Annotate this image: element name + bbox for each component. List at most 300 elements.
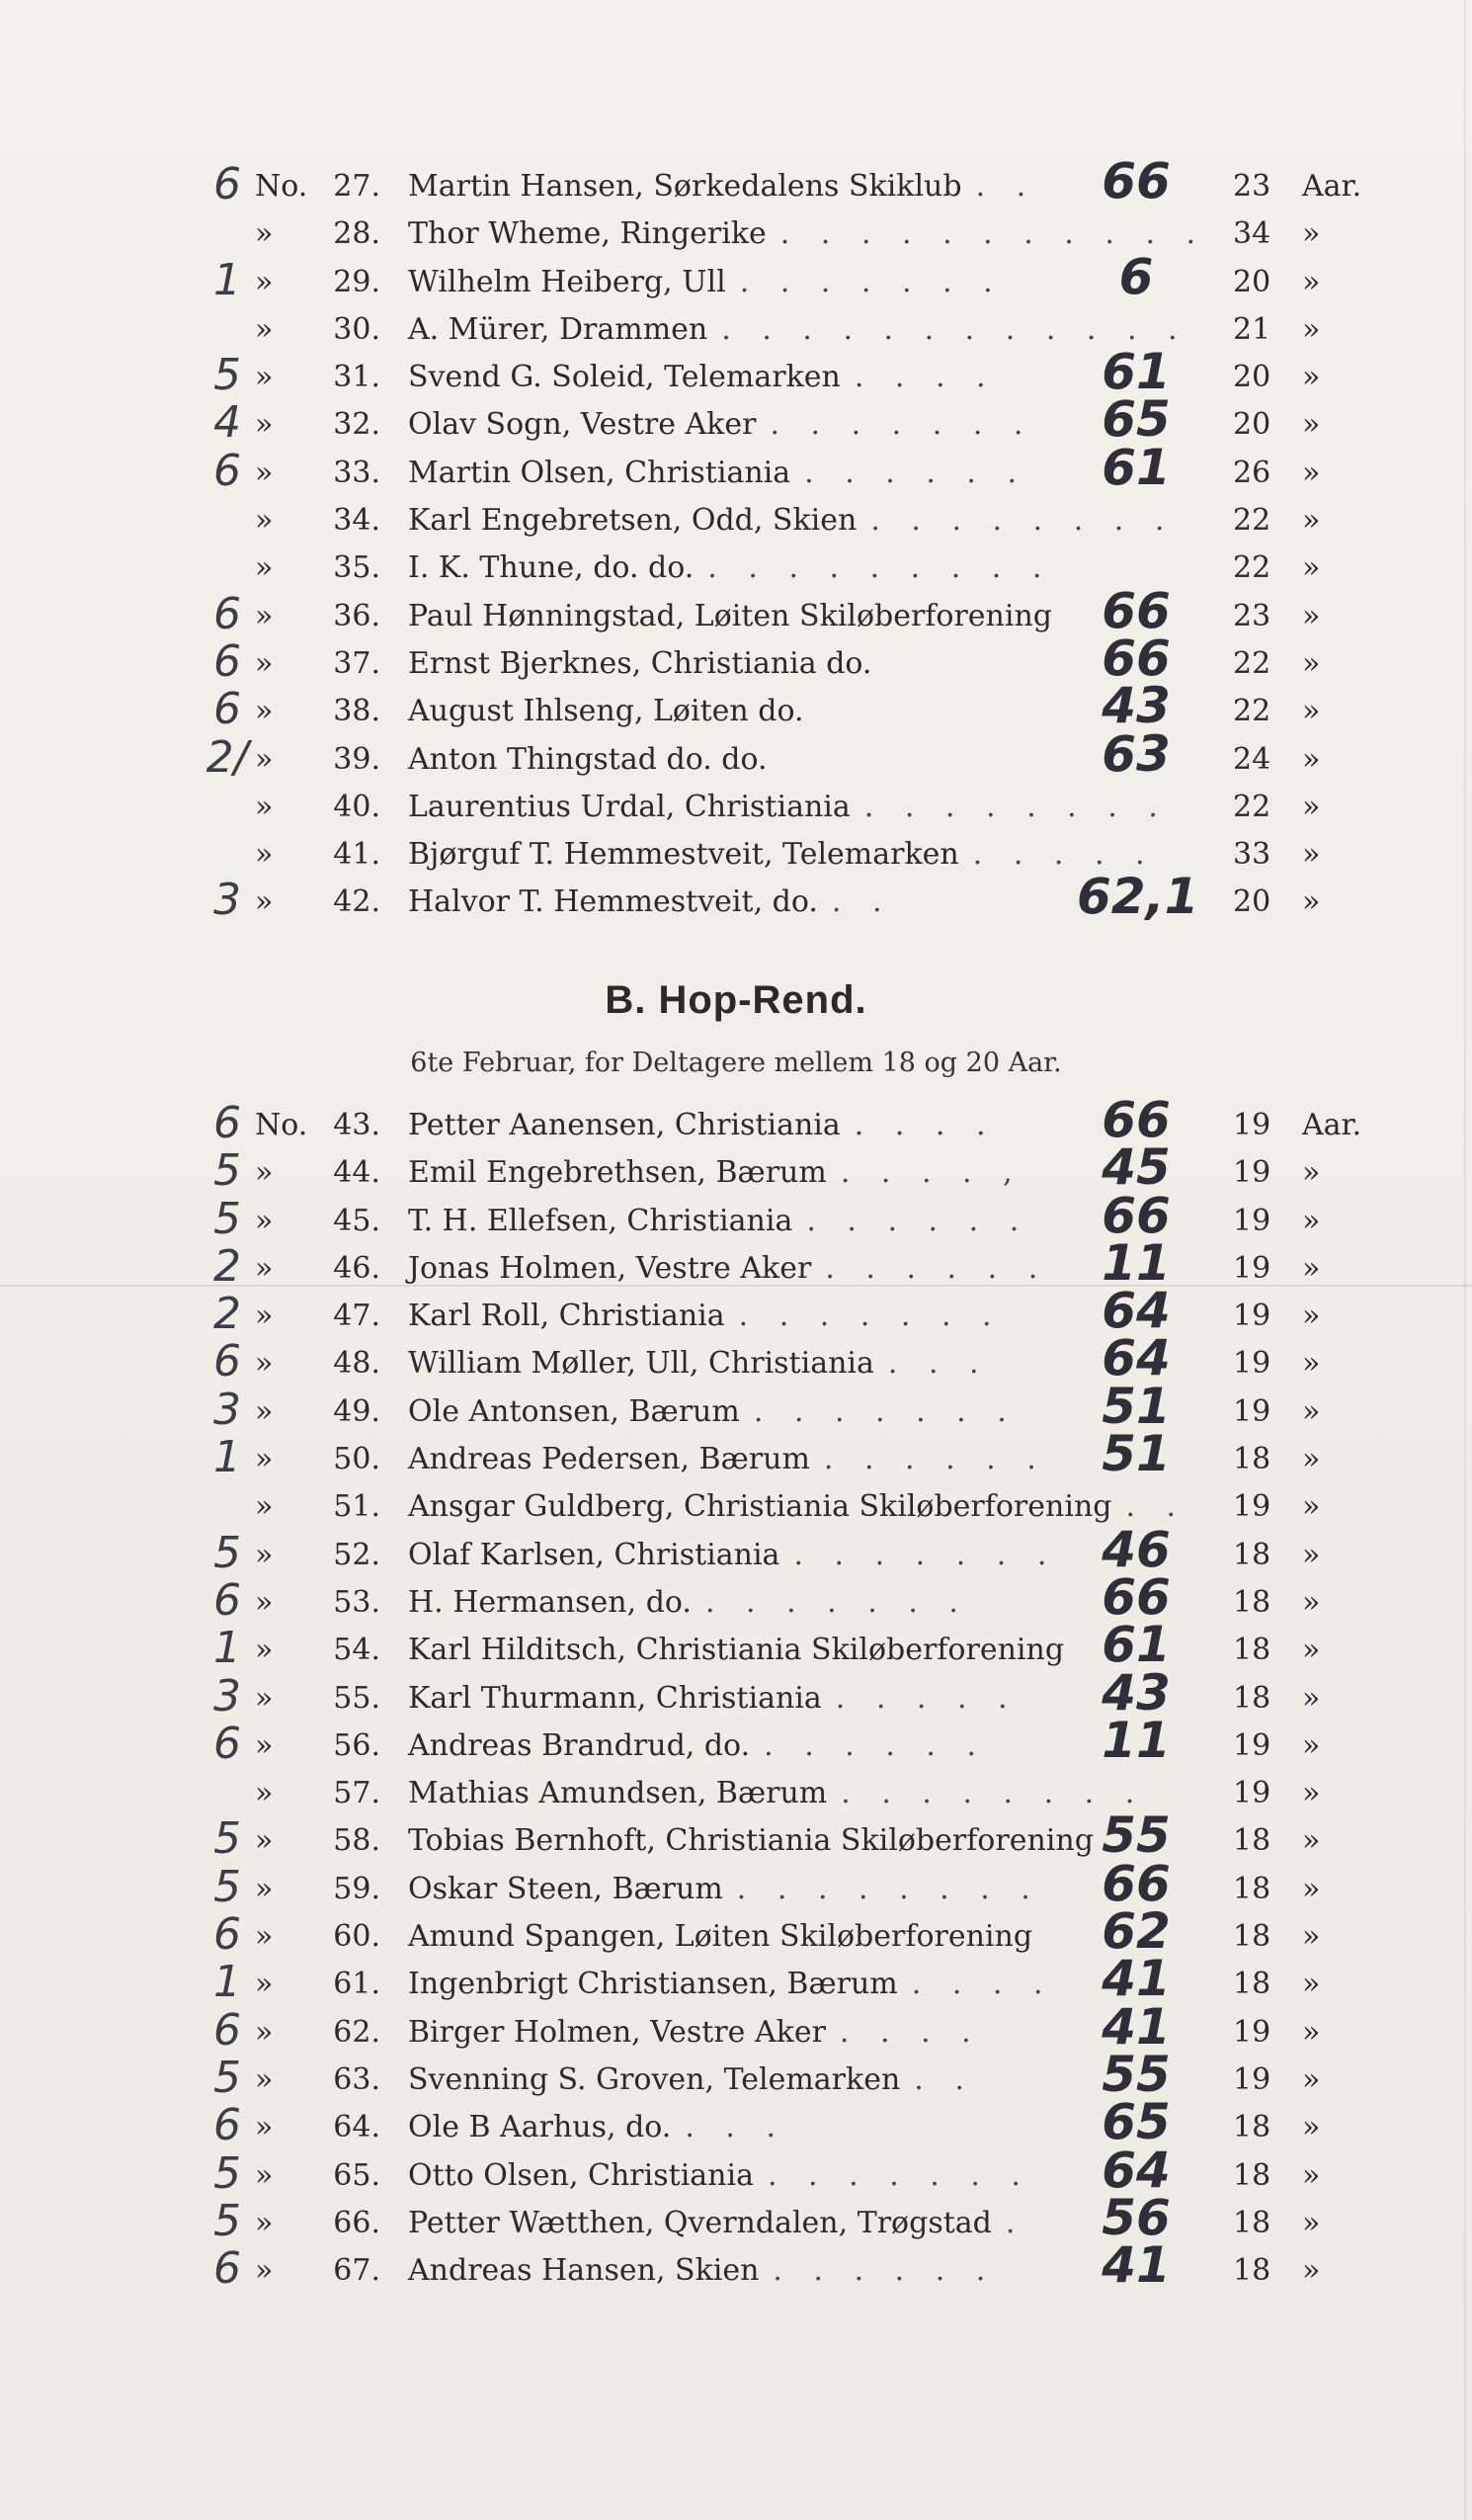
handwritten-mark: 6	[213, 1718, 241, 1769]
dot-leader: . . . . . .	[806, 1203, 1030, 1238]
entry-row	[0, 545, 1472, 592]
entry-age: 18	[1233, 1537, 1271, 1572]
entry-row	[0, 784, 1472, 831]
entry-prefix: »	[255, 1776, 274, 1811]
entry-row	[0, 152, 1472, 210]
entry-number: 37.	[333, 645, 380, 681]
entry-prefix: »	[255, 645, 274, 681]
entry-number: 67.	[333, 2253, 380, 2289]
handwritten-mark: 6	[213, 2100, 241, 2151]
entry-number: 28.	[333, 216, 380, 252]
entry-number: 44.	[333, 1155, 380, 1191]
handwritten-score: 66	[1102, 629, 1171, 687]
entry-name: Karl Thurmann, Christiania	[408, 1680, 822, 1716]
entry-age: 26	[1233, 455, 1271, 490]
dot-leader: . .	[914, 2061, 975, 2097]
entry-age: 18	[1233, 2205, 1271, 2240]
entry-row	[0, 2093, 1472, 2151]
dot-leader: . .	[831, 884, 893, 920]
entry-age: 18	[1233, 1967, 1271, 2002]
entry-prefix: »	[255, 1871, 274, 1906]
entry-number: 51.	[333, 1489, 380, 1525]
entry-row	[0, 306, 1472, 354]
entry-name: August Ihlseng, Løiten do.	[408, 694, 804, 729]
entry-age-unit: Aar.	[1302, 169, 1362, 204]
entry-number: 38.	[333, 694, 380, 729]
entry-age-unit: »	[1302, 1537, 1321, 1572]
entry-age: 20	[1233, 407, 1271, 443]
entry-name: Andreas Brandrud, do.	[408, 1727, 751, 1763]
entry-age: 19	[1233, 1108, 1271, 1142]
entry-name: Karl Hilditsch, Christiania Skiløberforening	[408, 1633, 1065, 1668]
entry-name: Anton Thingstad do. do.	[408, 741, 768, 777]
entry-number: 31.	[333, 360, 380, 395]
handwritten-mark: 2	[213, 1289, 241, 1340]
entry-number: 36.	[333, 598, 380, 633]
handwritten-score: 64	[1102, 1282, 1171, 1340]
entry-row	[0, 2141, 1472, 2200]
dot-leader: . . . . .	[835, 1680, 1019, 1716]
entry-number: 45.	[333, 1203, 380, 1238]
entry-prefix: »	[255, 311, 274, 347]
handwritten-score: 51	[1102, 1425, 1171, 1483]
entry-name: T. H. Ellefsen, Christiania	[408, 1203, 793, 1238]
entry-row	[0, 581, 1472, 640]
entry-age-unit: »	[1302, 598, 1321, 633]
entry-prefix: »	[255, 264, 274, 299]
dot-leader: . . . . . . . . . . .	[779, 216, 1207, 252]
entry-name: Jonas Holmen, Vestre Aker	[408, 1250, 812, 1286]
entry-age-unit: »	[1302, 1919, 1321, 1955]
entry-row	[0, 497, 1472, 545]
entry-number: 29.	[333, 264, 380, 299]
entry-number: 53.	[333, 1584, 380, 1620]
entry-age-unit: Aar.	[1302, 1108, 1362, 1142]
entry-prefix: »	[255, 1537, 274, 1572]
entry-prefix: »	[255, 789, 274, 824]
entry-number: 60.	[333, 1919, 380, 1955]
entry-prefix: »	[255, 884, 274, 920]
entry-age: 24	[1233, 741, 1271, 777]
dot-leader: .	[1005, 2205, 1026, 2240]
entry-age: 20	[1233, 360, 1271, 395]
entry-age: 18	[1233, 1871, 1271, 1906]
entry-age-unit: »	[1302, 1299, 1321, 1334]
handwritten-mark: 4	[213, 397, 241, 449]
entry-name: Karl Engebretsen, Odd, Skien	[408, 503, 858, 539]
handwritten-mark: 2/	[205, 731, 249, 783]
entry-number: 39.	[333, 741, 380, 777]
dot-leader: . . . .	[854, 360, 997, 395]
entry-age: 19	[1233, 2014, 1271, 2050]
entry-row	[0, 438, 1472, 497]
handwritten-score: 62	[1102, 1902, 1171, 1961]
handwritten-score: 66	[1102, 1091, 1171, 1148]
entry-age-unit: »	[1302, 1823, 1321, 1859]
entry-age: 18	[1233, 1442, 1271, 1477]
handwritten-mark: 5	[213, 1861, 241, 1912]
entry-number: 48.	[333, 1346, 380, 1382]
entry-row	[0, 1997, 1472, 2057]
entry-age: 19	[1233, 1299, 1271, 1334]
entry-row	[0, 724, 1472, 784]
handwritten-mark: 1	[213, 254, 241, 305]
entry-number: 55.	[333, 1680, 380, 1716]
handwritten-mark: 2	[213, 1240, 241, 1292]
handwritten-mark: 5	[213, 2195, 241, 2246]
entry-age: 21	[1233, 311, 1271, 347]
entry-age: 19	[1233, 1776, 1271, 1811]
dot-leader: . . . . . .	[764, 1727, 988, 1763]
entry-prefix: »	[255, 1155, 274, 1191]
entry-prefix: »	[255, 216, 274, 252]
entry-name: Ernst Bjerknes, Christiania do.	[408, 645, 872, 681]
handwritten-score: 43	[1102, 1663, 1171, 1722]
entry-age: 19	[1233, 1203, 1271, 1238]
entry-prefix: »	[255, 2157, 274, 2193]
entry-number: 33.	[333, 455, 380, 490]
entry-age-unit: »	[1302, 2253, 1321, 2289]
entry-age: 18	[1233, 1680, 1271, 1716]
handwritten-mark: 5	[213, 1813, 241, 1865]
entry-age-unit: »	[1302, 837, 1321, 873]
section-b-title: B. Hop-Rend.	[605, 978, 867, 1022]
dot-leader: . . . . . . . .	[863, 789, 1169, 824]
entry-number: 46.	[333, 1250, 380, 1286]
entry-row	[0, 1186, 1472, 1245]
entry-number: 47.	[333, 1299, 380, 1334]
dot-leader: . . . . . . . .	[870, 503, 1176, 539]
entry-name: Karl Roll, Christiania	[408, 1299, 725, 1334]
handwritten-mark: 6	[213, 635, 241, 687]
dot-leader: . . . . .	[972, 837, 1156, 873]
entry-prefix: »	[255, 1633, 274, 1668]
entry-age-unit: »	[1302, 694, 1321, 729]
entry-row	[0, 868, 1472, 926]
dot-leader: . .	[1125, 1489, 1187, 1525]
entry-number: 27.	[333, 169, 380, 204]
entry-row	[0, 677, 1472, 735]
entry-row	[0, 831, 1472, 879]
entry-age: 19	[1233, 1250, 1271, 1286]
handwritten-score: 66	[1102, 1854, 1171, 1912]
handwritten-score: 61	[1102, 438, 1171, 496]
entry-age: 18	[1233, 2110, 1271, 2145]
entry-number: 61.	[333, 1967, 380, 2002]
dot-leader: . .	[975, 169, 1037, 204]
entry-prefix: »	[255, 2205, 274, 2240]
entry-prefix: »	[255, 1299, 274, 1334]
entry-row	[0, 2236, 1472, 2295]
entry-age: 20	[1233, 884, 1271, 920]
entry-name: Martin Hansen, Sørkedalens Skiklub	[408, 169, 962, 204]
entry-age: 19	[1233, 2061, 1271, 2097]
handwritten-score: 61	[1102, 1616, 1171, 1674]
entry-row	[0, 390, 1472, 449]
dot-leader: . . . . . . . . .	[707, 550, 1053, 586]
entry-number: 66.	[333, 2205, 380, 2240]
handwritten-score: 65	[1102, 390, 1171, 449]
handwritten-mark: 5	[213, 1193, 241, 1244]
handwritten-score: 66	[1102, 152, 1171, 210]
handwritten-score: 66	[1102, 1567, 1171, 1626]
entry-prefix: »	[255, 1727, 274, 1763]
entry-number: 50.	[333, 1442, 380, 1477]
dot-leader: . . . .	[911, 1967, 1054, 2002]
handwritten-mark: 6	[213, 159, 241, 210]
entry-age-unit: »	[1302, 1393, 1321, 1429]
entry-age-unit: »	[1302, 645, 1321, 681]
entry-prefix: »	[255, 550, 274, 586]
handwritten-score: 65	[1102, 2093, 1171, 2151]
handwritten-mark: 1	[213, 1623, 241, 1674]
entry-prefix: No.	[255, 1108, 308, 1142]
entry-prefix: »	[255, 837, 274, 873]
entry-prefix: »	[255, 2014, 274, 2050]
entry-age-unit: »	[1302, 216, 1321, 252]
dot-leader: . . .	[685, 2110, 787, 2145]
handwritten-score: 51	[1102, 1377, 1171, 1435]
handwritten-mark: 6	[213, 2243, 241, 2295]
entry-number: 58.	[333, 1823, 380, 1859]
entry-row	[0, 1329, 1472, 1387]
entry-age: 18	[1233, 2157, 1271, 2193]
entry-name: Ansgar Guldberg, Christiania Skiløberforening	[408, 1489, 1112, 1525]
entry-age-unit: »	[1302, 550, 1321, 586]
entry-prefix: »	[255, 1250, 274, 1286]
entry-age-unit: »	[1302, 884, 1321, 920]
entry-row	[0, 629, 1472, 688]
handwritten-mark: 6	[213, 1098, 241, 1148]
entry-name: Andreas Hansen, Skien	[408, 2253, 760, 2289]
entry-number: 34.	[333, 503, 380, 539]
entry-age-unit: »	[1302, 360, 1321, 395]
dot-leader: . . . . . . .	[767, 2157, 1031, 2193]
entry-prefix: »	[255, 503, 274, 539]
entry-prefix: »	[255, 694, 274, 729]
entry-row	[0, 1377, 1472, 1436]
entry-row	[0, 1520, 1472, 1579]
entry-age-unit: »	[1302, 1680, 1321, 1716]
dot-leader: . . . . . .	[825, 1250, 1049, 1286]
dot-leader: . . . . . .	[804, 455, 1028, 490]
dot-leader: . . . . . . . .	[841, 1776, 1146, 1811]
entry-prefix: »	[255, 1393, 274, 1429]
entry-age: 19	[1233, 1346, 1271, 1382]
entry-row	[0, 1138, 1472, 1197]
entry-age: 18	[1233, 1823, 1271, 1859]
entry-name: A. Mürer, Drammen	[408, 311, 708, 347]
entry-age: 18	[1233, 1919, 1271, 1955]
handwritten-score: 41	[1102, 1950, 1171, 2008]
entry-age: 22	[1233, 550, 1271, 586]
entry-number: 42.	[333, 884, 380, 920]
entry-age-unit: »	[1302, 2061, 1321, 2097]
entry-prefix: »	[255, 455, 274, 490]
entry-number: 40.	[333, 789, 380, 824]
entry-name: Bjørguf T. Hemmestveit, Telemarken	[408, 837, 959, 873]
handwritten-mark: 3	[213, 1670, 241, 1722]
handwritten-score: 66	[1102, 581, 1171, 639]
handwritten-mark: 1	[213, 1957, 241, 2008]
entry-name: William Møller, Ull, Christiania	[408, 1346, 874, 1382]
entry-prefix: »	[255, 598, 274, 633]
handwritten-score: 55	[1102, 1806, 1171, 1865]
entry-name: Amund Spangen, Løiten Skiløberforening	[408, 1919, 1033, 1955]
handwritten-mark: 5	[213, 2052, 241, 2103]
entry-row	[0, 1233, 1472, 1293]
entry-age: 19	[1233, 1727, 1271, 1763]
entry-age: 22	[1233, 503, 1271, 539]
section-b-subtitle: 6te Februar, for Deltagere mellem 18 og 20 Aar.	[410, 1048, 1062, 1078]
handwritten-score: 64	[1102, 2141, 1171, 2199]
handwritten-score: 11	[1102, 1711, 1171, 1769]
entry-number: 41.	[333, 837, 380, 873]
entry-number: 64.	[333, 2110, 380, 2145]
entry-number: 63.	[333, 2061, 380, 2097]
handwritten-score: 66	[1102, 1186, 1171, 1244]
dot-leader: . . . . . . .	[793, 1537, 1058, 1572]
entry-number: 52.	[333, 1537, 380, 1572]
dot-leader: . . . . . . .	[753, 1393, 1018, 1429]
entry-name: Andreas Pedersen, Bærum	[408, 1442, 810, 1477]
entry-row	[0, 247, 1472, 306]
entry-row	[0, 1567, 1472, 1627]
dot-leader: . . . . . . . .	[736, 1871, 1041, 1906]
handwritten-mark: 6	[213, 1336, 241, 1387]
entry-name: Ingenbrigt Christiansen, Bærum	[408, 1967, 898, 2002]
entry-name: Ole B Aarhus, do.	[408, 2110, 672, 2145]
entry-name: Thor Wheme, Ringerike	[408, 216, 767, 252]
dot-leader: . . . . . .	[823, 1442, 1047, 1477]
dot-leader: . . . . . . .	[738, 1299, 1003, 1334]
entry-age: 19	[1233, 1393, 1271, 1429]
entry-name: Halvor T. Hemmestveit, do.	[408, 884, 818, 920]
entry-age-unit: »	[1302, 2110, 1321, 2145]
entry-row	[0, 1616, 1472, 1674]
handwritten-score: 63	[1102, 724, 1171, 783]
entry-row	[0, 1425, 1472, 1483]
handwritten-score: 45	[1102, 1138, 1171, 1197]
entry-prefix: »	[255, 1489, 274, 1525]
entry-age-unit: »	[1302, 1871, 1321, 1906]
entry-name: Otto Olsen, Christiania	[408, 2157, 754, 2193]
handwritten-score: 61	[1102, 343, 1171, 401]
entry-row	[0, 1711, 1472, 1770]
handwritten-score: 41	[1102, 2236, 1171, 2295]
entry-age: 23	[1233, 169, 1271, 204]
entry-prefix: »	[255, 1584, 274, 1620]
entry-prefix: »	[255, 2110, 274, 2145]
handwritten-mark: 5	[213, 1145, 241, 1197]
entry-number: 30.	[333, 311, 380, 347]
entry-age-unit: »	[1302, 1727, 1321, 1763]
entry-number: 32.	[333, 407, 380, 443]
handwritten-mark: 6	[213, 445, 241, 496]
dot-leader: . . . . . . .	[770, 407, 1034, 443]
handwritten-mark: 3	[213, 1384, 241, 1435]
entry-number: 65.	[333, 2157, 380, 2193]
entry-row	[0, 1806, 1472, 1865]
entry-name: H. Hermansen, do.	[408, 1584, 692, 1620]
handwritten-mark: 6	[213, 2004, 241, 2056]
entry-row	[0, 1663, 1472, 1722]
entry-name: Olaf Karlsen, Christiania	[408, 1537, 780, 1572]
dot-leader: . . . . . . . . . . . .	[721, 311, 1188, 347]
entry-age-unit: »	[1302, 1203, 1321, 1238]
entry-row	[0, 1091, 1472, 1149]
entry-age-unit: »	[1302, 1155, 1321, 1191]
handwritten-mark: 6	[213, 1574, 241, 1626]
entry-name: Petter Wætthen, Qverndalen, Trøgstad	[408, 2205, 992, 2240]
entry-age: 34	[1233, 216, 1271, 252]
entry-age: 23	[1233, 598, 1271, 633]
dot-leader: . . . . . . .	[739, 264, 1004, 299]
entry-row	[0, 1483, 1472, 1531]
entry-row	[0, 343, 1472, 401]
entry-prefix: »	[255, 1967, 274, 2002]
handwritten-mark: 6	[213, 684, 241, 735]
entry-age: 18	[1233, 1584, 1271, 1620]
entry-age-unit: »	[1302, 1489, 1321, 1525]
entry-number: 54.	[333, 1633, 380, 1668]
handwritten-score: 11	[1102, 1233, 1171, 1292]
entry-age-unit: »	[1302, 2205, 1321, 2240]
entry-number: 59.	[333, 1871, 380, 1906]
handwritten-mark: 6	[213, 1909, 241, 1961]
entry-row	[0, 1854, 1472, 1913]
entry-age-unit: »	[1302, 1776, 1321, 1811]
entry-prefix: No.	[255, 169, 308, 204]
entry-age: 20	[1233, 264, 1271, 299]
entry-name: Tobias Bernhoft, Christiania Skiløberforening	[408, 1823, 1094, 1859]
entry-prefix: »	[255, 1346, 274, 1382]
entry-row	[0, 1282, 1472, 1340]
entry-age-unit: »	[1302, 2014, 1321, 2050]
entry-name: I. K. Thune, do. do.	[408, 550, 695, 586]
entry-age-unit: »	[1302, 407, 1321, 443]
entry-name: Ole Antonsen, Bærum	[408, 1393, 740, 1429]
entry-prefix: »	[255, 360, 274, 395]
entry-prefix: »	[255, 2253, 274, 2289]
entry-age-unit: »	[1302, 1346, 1321, 1382]
entry-age: 19	[1233, 1489, 1271, 1525]
entry-row	[0, 1950, 1472, 2008]
entry-age: 22	[1233, 694, 1271, 729]
entry-age-unit: »	[1302, 789, 1321, 824]
handwritten-mark: 1	[213, 1432, 241, 1483]
dot-leader: . . . .	[854, 1108, 997, 1142]
entry-age: 18	[1233, 1633, 1271, 1668]
entry-number: 62.	[333, 2014, 380, 2050]
entry-age: 33	[1233, 837, 1271, 873]
entry-row	[0, 210, 1472, 258]
entry-name: Mathias Amundsen, Bærum	[408, 1776, 828, 1811]
entry-number: 35.	[333, 550, 380, 586]
dot-leader: . . . .	[839, 2014, 982, 2050]
dot-leader: . . . . . .	[773, 2253, 997, 2289]
entry-name: Wilhelm Heiberg, Ull	[408, 264, 726, 299]
section-a-list	[0, 152, 1472, 927]
entry-name: Martin Olsen, Christiania	[408, 455, 791, 490]
handwritten-mark: 5	[213, 1527, 241, 1578]
entry-row	[0, 1902, 1472, 1961]
handwritten-score: 46	[1102, 1520, 1171, 1578]
entry-age-unit: »	[1302, 311, 1321, 347]
handwritten-score: 64	[1102, 1329, 1171, 1387]
entry-row	[0, 2045, 1472, 2104]
entry-age-unit: »	[1302, 1633, 1321, 1668]
